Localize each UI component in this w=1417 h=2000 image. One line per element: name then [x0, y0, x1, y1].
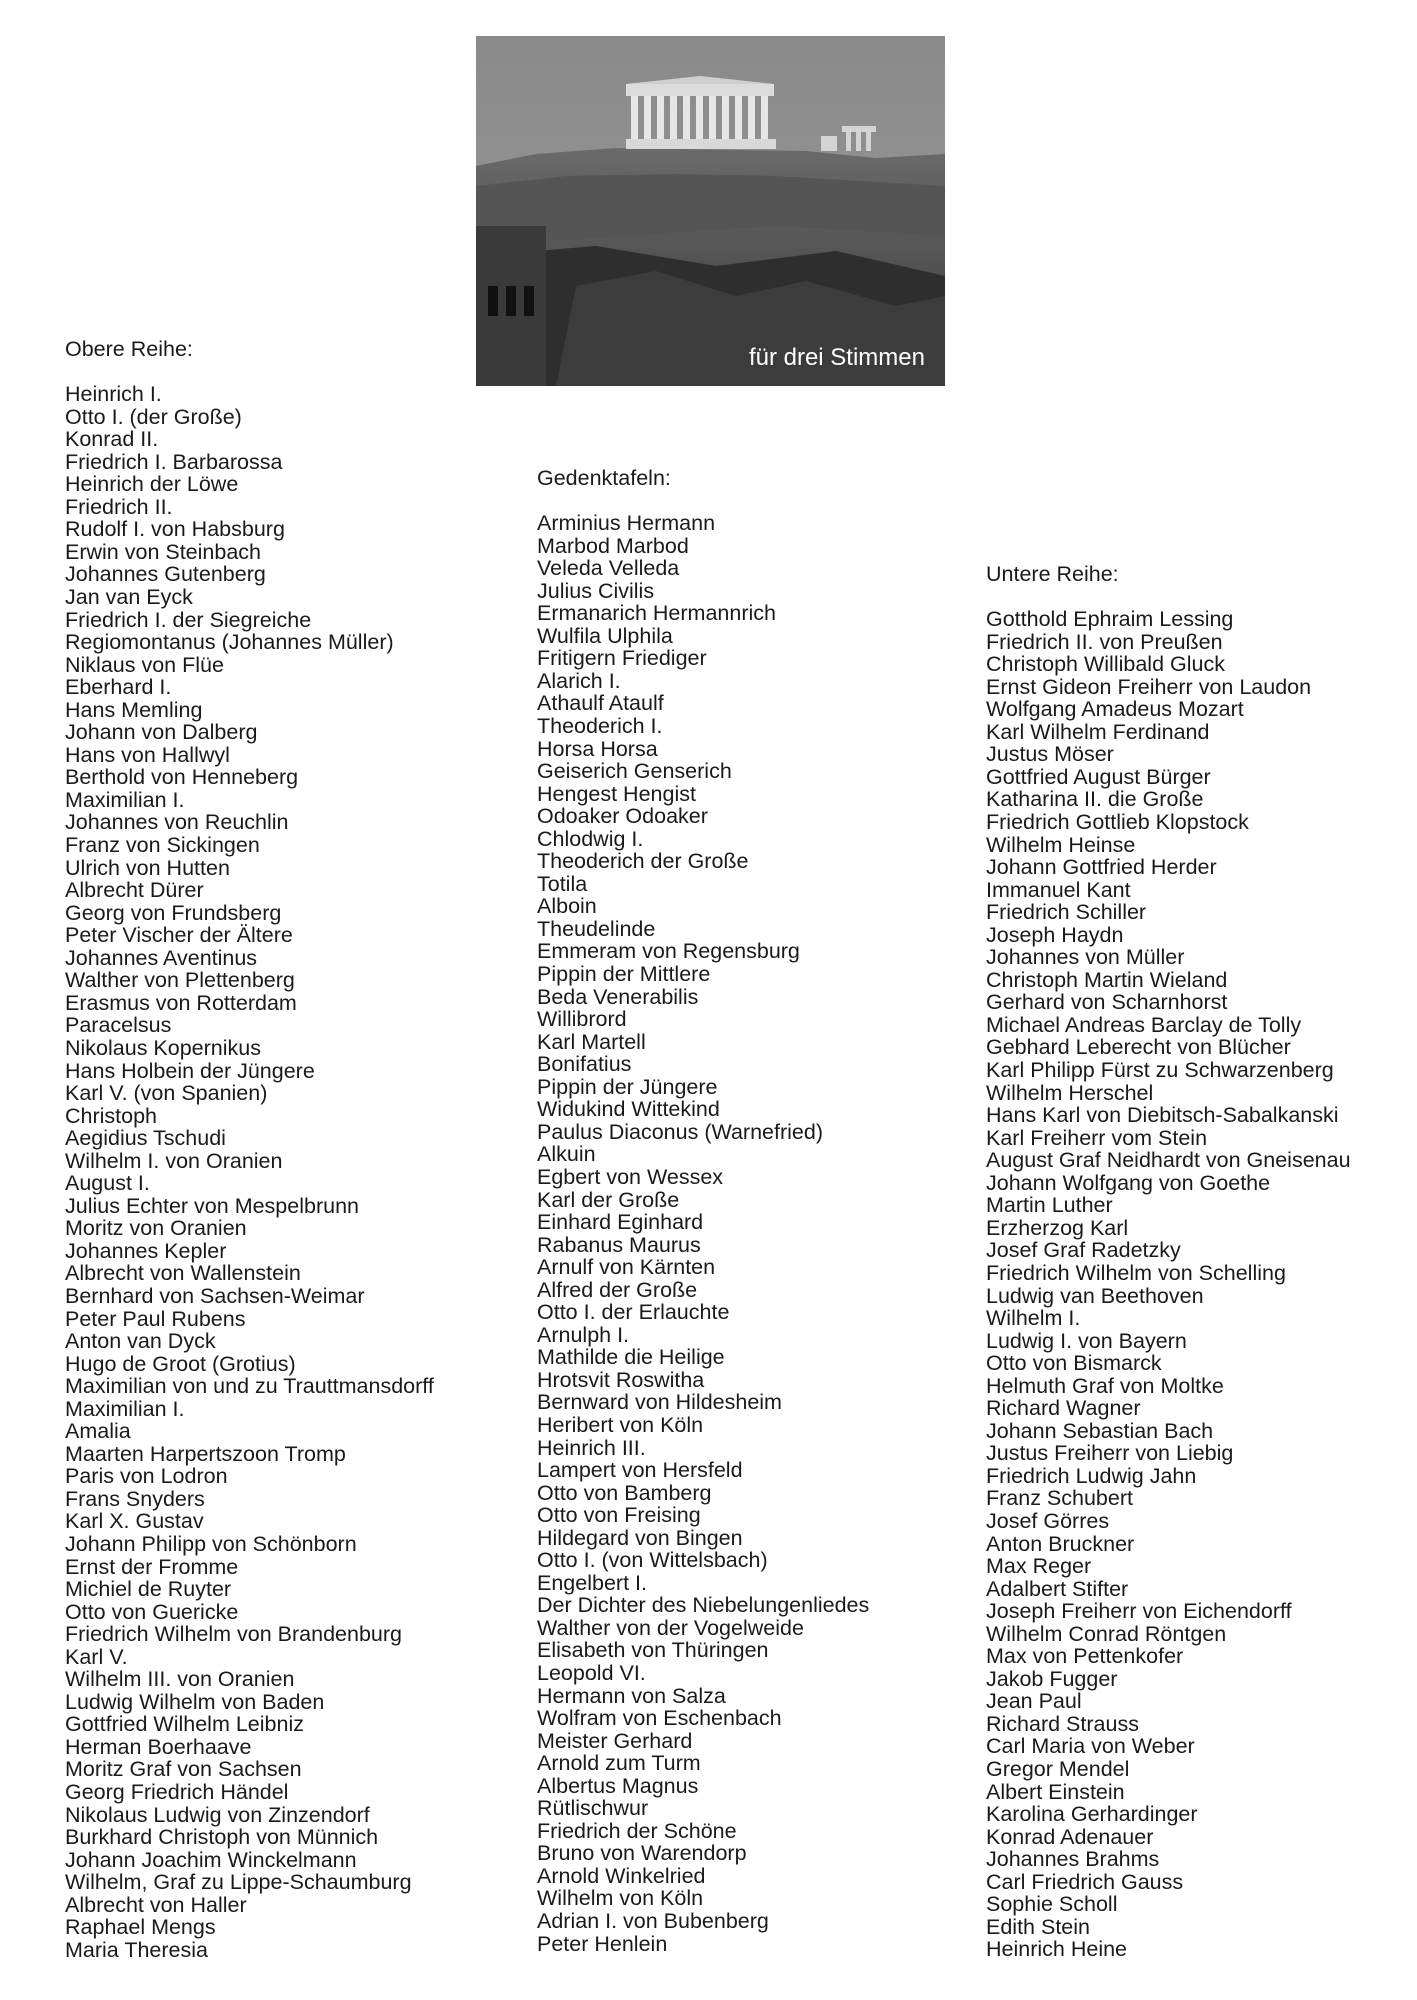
list-item: Rudolf I. von Habsburg [65, 517, 285, 542]
list-item: Friedrich II. von Preußen [986, 629, 1223, 654]
list-item: Ludwig I. von Bayern [986, 1328, 1187, 1353]
list-item: Maarten Harpertszoon Tromp [65, 1441, 346, 1466]
list-item: August I. [65, 1171, 150, 1196]
upper-row-column [65, 338, 434, 1961]
list-item: Martin Luther [986, 1193, 1113, 1218]
list-item: Geiserich Genserich [537, 759, 732, 784]
list-item: Friedrich Ludwig Jahn [986, 1463, 1197, 1488]
list-item: Karl der Große [537, 1187, 680, 1212]
list-item: Ernst Gideon Freiherr von Laudon [986, 674, 1312, 699]
list-item: Christoph Willibald Gluck [986, 652, 1225, 677]
list-item: Pippin der Mittlere [537, 962, 711, 987]
list-item: Herman Boerhaave [65, 1734, 252, 1759]
list-item: Hans von Hallwyl [65, 742, 230, 767]
list-item: Max Reger [986, 1554, 1092, 1579]
list-item: Hermann von Salza [537, 1683, 726, 1708]
list-item: Bernhard von Sachsen-Weimar [65, 1283, 365, 1308]
list-item: Heinrich der Löwe [65, 472, 239, 497]
list-item: Athaulf Ataulf [537, 691, 664, 716]
upper-row-list [65, 383, 434, 1961]
list-item: Jakob Fugger [986, 1666, 1118, 1691]
list-item: Julius Echter von Mespelbrunn [65, 1193, 359, 1218]
acropolis-photo [476, 36, 945, 386]
list-item: Raphael Mengs [65, 1915, 216, 1940]
list-item: Marbod Marbod [537, 533, 689, 558]
list-item: Amalia [65, 1419, 131, 1444]
list-item: Max von Pettenkofer [986, 1644, 1184, 1669]
list-item: Johann Philipp von Schönborn [65, 1531, 357, 1556]
list-item: Johannes Brahms [986, 1847, 1160, 1872]
list-item: Johannes Gutenberg [65, 562, 266, 587]
list-item: Johannes Kepler [65, 1238, 227, 1263]
list-item: Paris von Lodron [65, 1464, 228, 1489]
list-item: Konrad II. [65, 427, 159, 452]
list-item: Moritz Graf von Sachsen [65, 1757, 302, 1782]
list-item: Wilhelm I. [986, 1306, 1081, 1331]
list-item: Fritigern Friediger [537, 646, 707, 671]
list-item: Walther von der Vogelweide [537, 1615, 804, 1640]
list-item: Jan van Eyck [65, 585, 193, 610]
list-item: Arnulph I. [537, 1322, 630, 1347]
list-item: Chlodwig I. [537, 826, 644, 851]
list-item: Wilhelm I. von Oranien [65, 1148, 283, 1173]
list-item: Theoderich der Große [537, 849, 749, 874]
list-item: Anton Bruckner [986, 1531, 1135, 1556]
list-item: Franz Schubert [986, 1486, 1133, 1511]
list-item: Horsa Horsa [537, 736, 658, 761]
list-item: Ernst der Fromme [65, 1554, 239, 1579]
list-item: Friedrich II. [65, 494, 173, 519]
list-item: Gotthold Ephraim Lessing [986, 607, 1234, 632]
list-item: Otto I. (von Wittelsbach) [537, 1548, 768, 1573]
list-item: Der Dichter des Niebelungenliedes [537, 1593, 870, 1618]
list-item: Karl Martell [537, 1029, 646, 1054]
list-item: Helmuth Graf von Moltke [986, 1373, 1224, 1398]
list-item: Adrian I. von Bubenberg [537, 1909, 769, 1933]
list-item: Berthold von Henneberg [65, 765, 299, 790]
list-item: Ulrich von Hutten [65, 855, 230, 880]
list-item: Engelbert I. [537, 1570, 647, 1595]
list-item: Erzherzog Karl [986, 1215, 1129, 1240]
list-item: Michael Andreas Barclay de Tolly [986, 1012, 1302, 1037]
list-item: Otto I. (der Große) [65, 404, 242, 429]
list-item: Josef Görres [986, 1508, 1110, 1533]
list-item: Josef Graf Radetzky [986, 1238, 1181, 1263]
list-item: Eberhard I. [65, 675, 172, 700]
upper-row-heading: Obere Reihe: [65, 337, 193, 361]
list-item: Maximilian von und zu Trauttmansdorff [65, 1374, 434, 1399]
list-item: Adalbert Stifter [986, 1576, 1129, 1601]
list-item: Wolfram von Eschenbach [537, 1706, 782, 1731]
list-item: Edith Stein [986, 1914, 1090, 1939]
list-item: Karl X. Gustav [65, 1509, 204, 1534]
list-item: Carl Maria von Weber [986, 1734, 1195, 1759]
list-item: Alkuin [537, 1142, 596, 1167]
list-item: Maximilian I. [65, 787, 185, 812]
list-item: Alfred der Große [537, 1277, 698, 1302]
list-item: Heinrich I. [65, 382, 162, 407]
list-item: Konrad Adenauer [986, 1824, 1154, 1849]
list-item: Regiomontanus (Johannes Müller) [65, 630, 394, 655]
list-item: Burkhard Christoph von Münnich [65, 1825, 379, 1850]
list-item: Karl V. (von Spanien) [65, 1081, 268, 1106]
list-item: Wilhelm Conrad Röntgen [986, 1621, 1227, 1646]
list-item: Rütlischwur [537, 1796, 649, 1821]
list-item: Hans Karl von Diebitsch-Sabalkanski [986, 1103, 1339, 1128]
list-item: Frans Snyders [65, 1486, 205, 1511]
list-item: Johannes von Müller [986, 945, 1185, 970]
list-item: Alarich I. [537, 668, 621, 693]
list-item: Hans Holbein der Jüngere [65, 1058, 315, 1083]
list-item: Georg von Frundsberg [65, 900, 282, 925]
list-item: Gottfried Wilhelm Leibniz [65, 1712, 304, 1737]
list-item: Totila [537, 871, 588, 896]
list-item: Mathilde die Heilige [537, 1345, 725, 1370]
list-item: Friedrich Wilhelm von Brandenburg [65, 1622, 402, 1647]
list-item: Theudelinde [537, 916, 656, 941]
list-item: Johann Sebastian Bach [986, 1418, 1214, 1443]
list-item: Justus Freiherr von Liebig [986, 1441, 1234, 1466]
list-item: Hengest Hengist [537, 781, 696, 806]
list-item: Bonifatius [537, 1052, 632, 1077]
list-item: Maria Theresia [65, 1937, 208, 1962]
list-item: Karl V. [65, 1644, 128, 1669]
list-item: Odoaker Odoaker [537, 804, 708, 829]
list-item: Peter Vischer der Ältere [65, 923, 293, 948]
list-item: Johann Wolfgang von Goethe [986, 1170, 1271, 1195]
list-item: Albrecht von Haller [65, 1892, 247, 1917]
list-item: Nikolaus Kopernikus [65, 1035, 261, 1060]
list-item: Johann Joachim Winckelmann [65, 1847, 357, 1872]
list-item: Heinrich III. [537, 1435, 646, 1460]
list-item: Peter Henlein [537, 1931, 668, 1956]
list-item: Ludwig van Beethoven [986, 1283, 1204, 1308]
list-item: Carl Friedrich Gauss [986, 1869, 1184, 1894]
list-item: Friedrich Schiller [986, 900, 1147, 925]
lower-row-column [986, 563, 1351, 1961]
list-item: Johannes Aventinus [65, 945, 258, 970]
list-item: Beda Venerabilis [537, 984, 699, 1009]
list-item: Otto I. der Erlauchte [537, 1300, 730, 1325]
list-item: Paracelsus [65, 1013, 172, 1038]
list-item: Wilhelm, Graf zu Lippe-Schaumburg [65, 1870, 412, 1895]
list-item: Georg Friedrich Händel [65, 1780, 289, 1804]
list-item: Johannes von Reuchlin [65, 810, 289, 835]
list-item: Einhard Eginhard [537, 1210, 704, 1235]
list-item: Friedrich I. der Siegreiche [65, 607, 312, 632]
list-item: Nikolaus Ludwig von Zinzendorf [65, 1802, 370, 1827]
list-item: Christoph Martin Wieland [986, 967, 1228, 992]
acropolis-illustration [476, 36, 945, 386]
list-item: Richard Wagner [986, 1396, 1141, 1421]
list-item: Theoderich I. [537, 714, 663, 739]
list-item: Katharina II. die Große [986, 787, 1204, 812]
list-item: Meister Gerhard [537, 1728, 693, 1753]
list-item: Friedrich I. Barbarossa [65, 449, 283, 474]
list-item: Hildegard von Bingen [537, 1525, 743, 1550]
list-item: Karl Philipp Fürst zu Schwarzenberg [986, 1058, 1334, 1083]
list-item: Karl Wilhelm Ferdinand [986, 719, 1210, 744]
list-item: Heinrich Heine [986, 1937, 1128, 1962]
list-item: Widukind Wittekind [537, 1097, 720, 1122]
list-item: Hugo de Groot (Grotius) [65, 1351, 296, 1376]
list-item: Wulfila Ulphila [537, 623, 673, 648]
list-item: Albertus Magnus [537, 1773, 699, 1798]
list-item: Ermanarich Hermannrich [537, 601, 776, 626]
list-item: Maximilian I. [65, 1396, 185, 1421]
list-item: Johann von Dalberg [65, 720, 258, 745]
list-item: Otto von Freising [537, 1503, 701, 1528]
list-item: Gebhard Leberecht von Blücher [986, 1035, 1291, 1060]
list-item: Arnulf von Kärnten [537, 1255, 716, 1280]
list-item: Hrotsvit Roswitha [537, 1367, 705, 1392]
list-item: Wilhelm von Köln [537, 1886, 704, 1911]
list-item: Erasmus von Rotterdam [65, 990, 297, 1015]
list-item: Lampert von Hersfeld [537, 1458, 743, 1483]
list-item: Walther von Plettenberg [65, 968, 295, 993]
list-item: Friedrich Gottlieb Klopstock [986, 810, 1249, 835]
list-item: Alboin [537, 894, 597, 919]
list-item: Albrecht Dürer [65, 878, 204, 903]
list-item: Egbert von Wessex [537, 1164, 724, 1189]
list-item: Richard Strauss [986, 1711, 1139, 1736]
list-item: Justus Möser [986, 742, 1114, 767]
list-item: Arnold zum Turm [537, 1751, 701, 1776]
list-item: Albert Einstein [986, 1779, 1125, 1804]
list-item: Anton van Dyck [65, 1329, 216, 1354]
memorial-plaques-column [537, 467, 869, 1955]
list-item: Julius Civilis [537, 578, 655, 603]
list-item: Wilhelm Heinse [986, 832, 1136, 857]
list-item: Willibrord [537, 1007, 627, 1032]
list-item: Wilhelm III. von Oranien [65, 1667, 295, 1692]
photo-caption: für drei Stimmen [748, 344, 925, 371]
list-item: Arminius Hermann [537, 511, 716, 536]
list-item: Niklaus von Flüe [65, 652, 224, 677]
list-item: Otto von Bismarck [986, 1351, 1162, 1376]
list-item: Erwin von Steinbach [65, 539, 261, 564]
list-item: Leopold VI. [537, 1660, 646, 1685]
list-item: Emmeram von Regensburg [537, 939, 800, 964]
list-item: Karl Freiherr vom Stein [986, 1125, 1208, 1150]
list-item: Paulus Diaconus (Warnefried) [537, 1119, 823, 1144]
list-item: Franz von Sickingen [65, 833, 260, 858]
list-item: Otto von Guericke [65, 1599, 239, 1624]
list-item: Friedrich der Schöne [537, 1818, 737, 1843]
list-item: Friedrich Wilhelm von Schelling [986, 1260, 1286, 1285]
list-item: Sophie Scholl [986, 1892, 1118, 1917]
list-item: Gregor Mendel [986, 1756, 1130, 1781]
lower-row-heading: Untere Reihe: [986, 562, 1119, 586]
memorial-plaques-list [537, 512, 869, 1955]
list-item: Michiel de Ruyter [65, 1577, 232, 1602]
list-item: Heribert von Köln [537, 1412, 704, 1437]
list-item: August Graf Neidhardt von Gneisenau [986, 1148, 1351, 1173]
list-item: Wilhelm Herschel [986, 1080, 1154, 1105]
list-item: Peter Paul Rubens [65, 1306, 246, 1331]
list-item: Bruno von Warendorp [537, 1841, 747, 1866]
list-item: Hans Memling [65, 697, 203, 722]
list-item: Wolfgang Amadeus Mozart [986, 697, 1244, 722]
list-item: Bernward von Hildesheim [537, 1390, 782, 1415]
lower-row-list [986, 608, 1351, 1961]
list-item: Albrecht von Wallenstein [65, 1261, 301, 1286]
list-item: Joseph Haydn [986, 922, 1124, 947]
list-item: Pippin der Jüngere [537, 1074, 718, 1099]
list-item: Immanuel Kant [986, 877, 1131, 902]
list-item: Elisabeth von Thüringen [537, 1638, 769, 1663]
list-item: Gottfried August Bürger [986, 764, 1211, 789]
list-item: Ludwig Wilhelm von Baden [65, 1689, 325, 1714]
list-item: Arnold Winkelried [537, 1863, 706, 1888]
list-item: Christoph [65, 1103, 158, 1128]
list-item: Joseph Freiherr von Eichendorff [986, 1599, 1292, 1624]
list-item: Otto von Bamberg [537, 1480, 712, 1505]
list-item: Gerhard von Scharnhorst [986, 990, 1228, 1015]
list-item: Moritz von Oranien [65, 1216, 247, 1241]
list-item: Aegidius Tschudi [65, 1126, 226, 1151]
list-item: Karolina Gerhardinger [986, 1802, 1198, 1827]
memorial-plaques-heading: Gedenktafeln: [537, 466, 671, 490]
list-item: Johann Gottfried Herder [986, 855, 1217, 880]
list-item: Jean Paul [986, 1689, 1082, 1714]
list-item: Rabanus Maurus [537, 1232, 701, 1257]
list-item: Veleda Velleda [537, 556, 680, 581]
